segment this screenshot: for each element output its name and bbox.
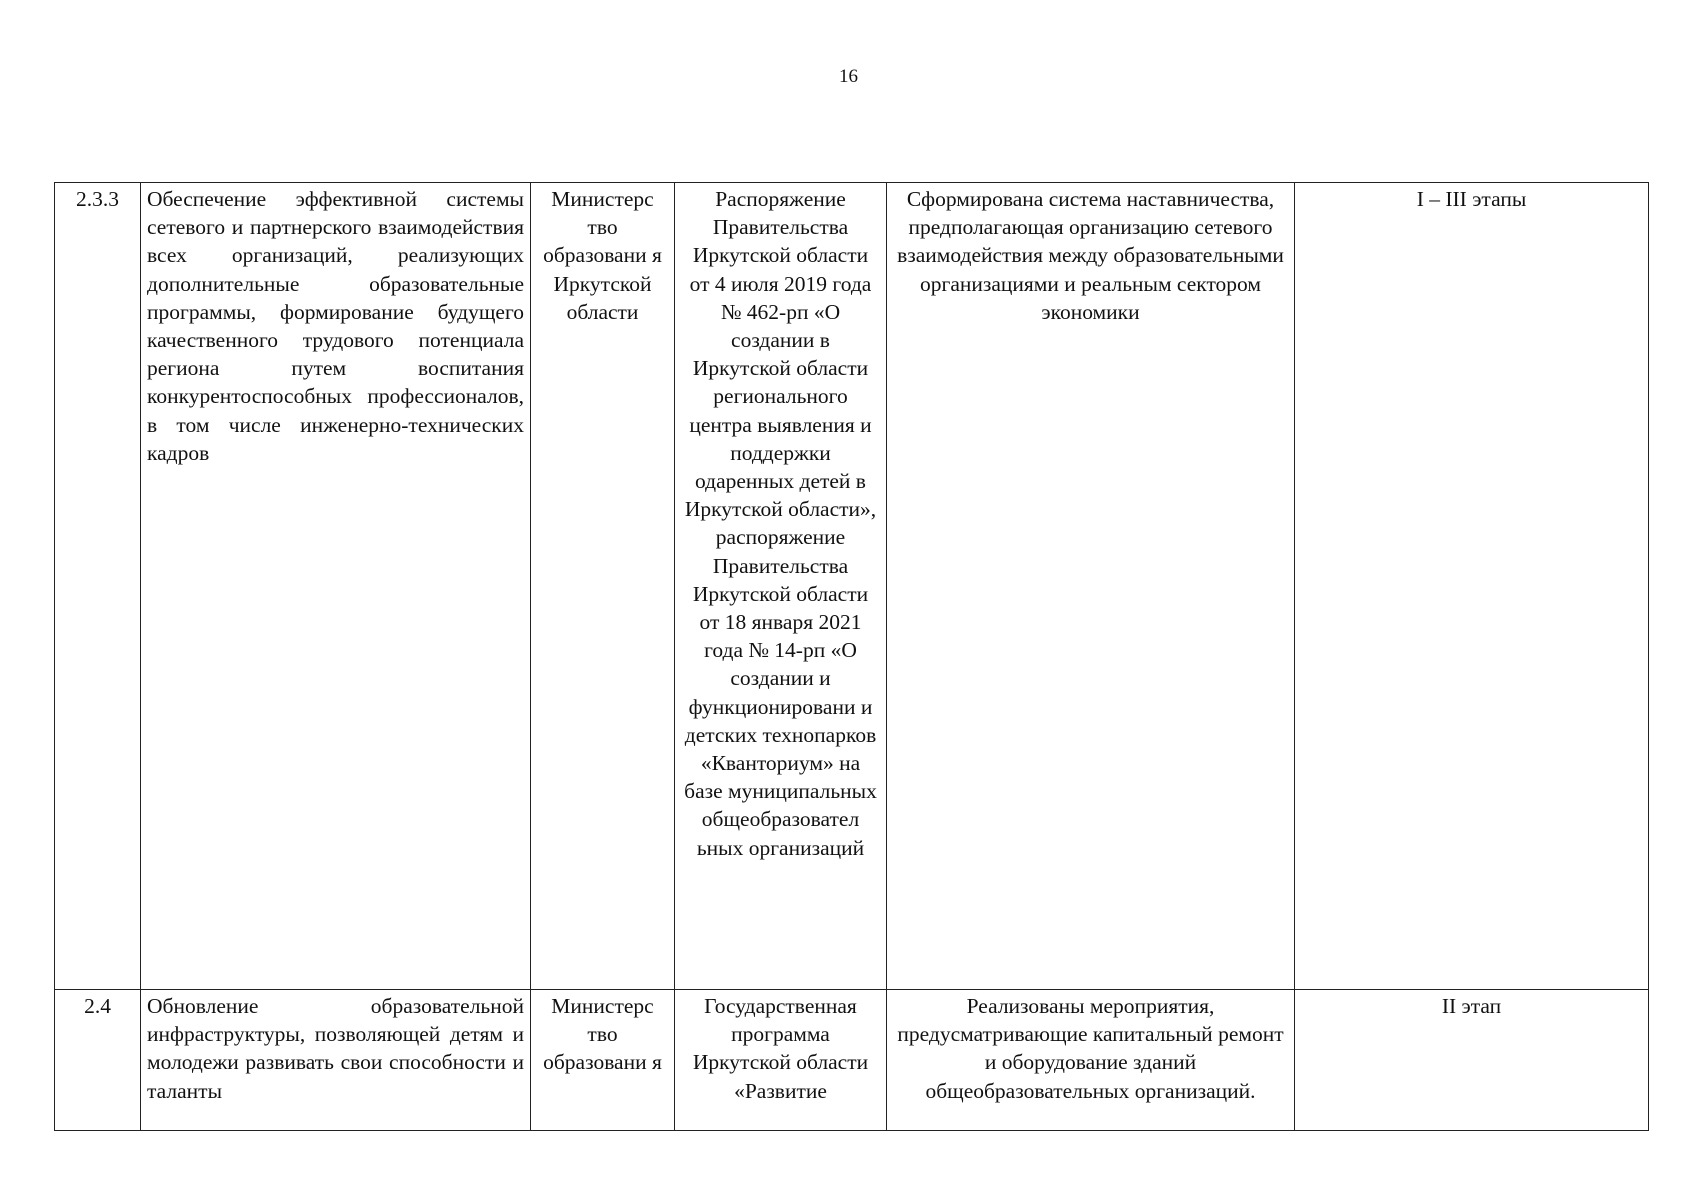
basis-cell [675,990,887,1131]
stage-cell [1295,183,1649,990]
executor-cell [531,183,675,990]
item-number: 2.4 [84,994,111,1018]
result-cell [887,990,1295,1131]
result-cell [887,183,1295,990]
page-number: 16 [839,66,858,87]
executor-text: Министерс тво образовани я [543,994,662,1075]
result-text: Реализованы мероприятия, предусматривающие капитальный ремонт и оборудование зданий общеобразовательных организаций. [897,994,1284,1103]
item-number-cell [55,183,141,990]
activity-text: Обновление образовательной инфраструктуры, позволяющей детям и молодежи развивать свои способности и таланты [147,994,524,1103]
executor-cell [531,990,675,1131]
table-row [55,990,1649,1131]
item-number-cell [55,990,141,1131]
basis-cell [675,183,887,990]
stage-text: I – III этапы [1416,187,1527,211]
basis-text: Государственная программа Иркутской области «Развитие [692,994,869,1103]
activity-cell [141,183,531,990]
executor-text: Министерс тво образовани я Иркутской области [543,187,662,324]
stage-text: II этап [1441,994,1502,1018]
stage-cell [1295,990,1649,1131]
measures-table [54,182,1649,1131]
result-text: Сформирована система наставничества, предполагающая организацию сетевого взаимодействия между образовательными организациями и реальным сектором экономики [897,187,1284,324]
table-row [55,183,1649,990]
item-number: 2.3.3 [76,187,119,211]
activity-text: Обеспечение эффективной системы сетевого и партнерского взаимодействия всех организаций, реализующих дополнительные образовательные программы, формирование будущего качественного трудового потенциала региона путем воспитания конкурентоспособных профессионалов, в том числе инженерно-технических кадров [147,187,524,465]
activity-cell [141,990,531,1131]
basis-text: Распоряжение Правительства Иркутской области от 4 июля 2019 года № 462-рп «О создании в Иркутской области регионального центра выявления и поддержки одаренных детей в Иркутской области», распоряжение Правительства Иркутской области от 18 января 2021 года № 14-рп «О создании и функционировани и детских технопарков «Кванториум» на базе муниципальных общеобразовател ьных организаций [684,187,877,860]
